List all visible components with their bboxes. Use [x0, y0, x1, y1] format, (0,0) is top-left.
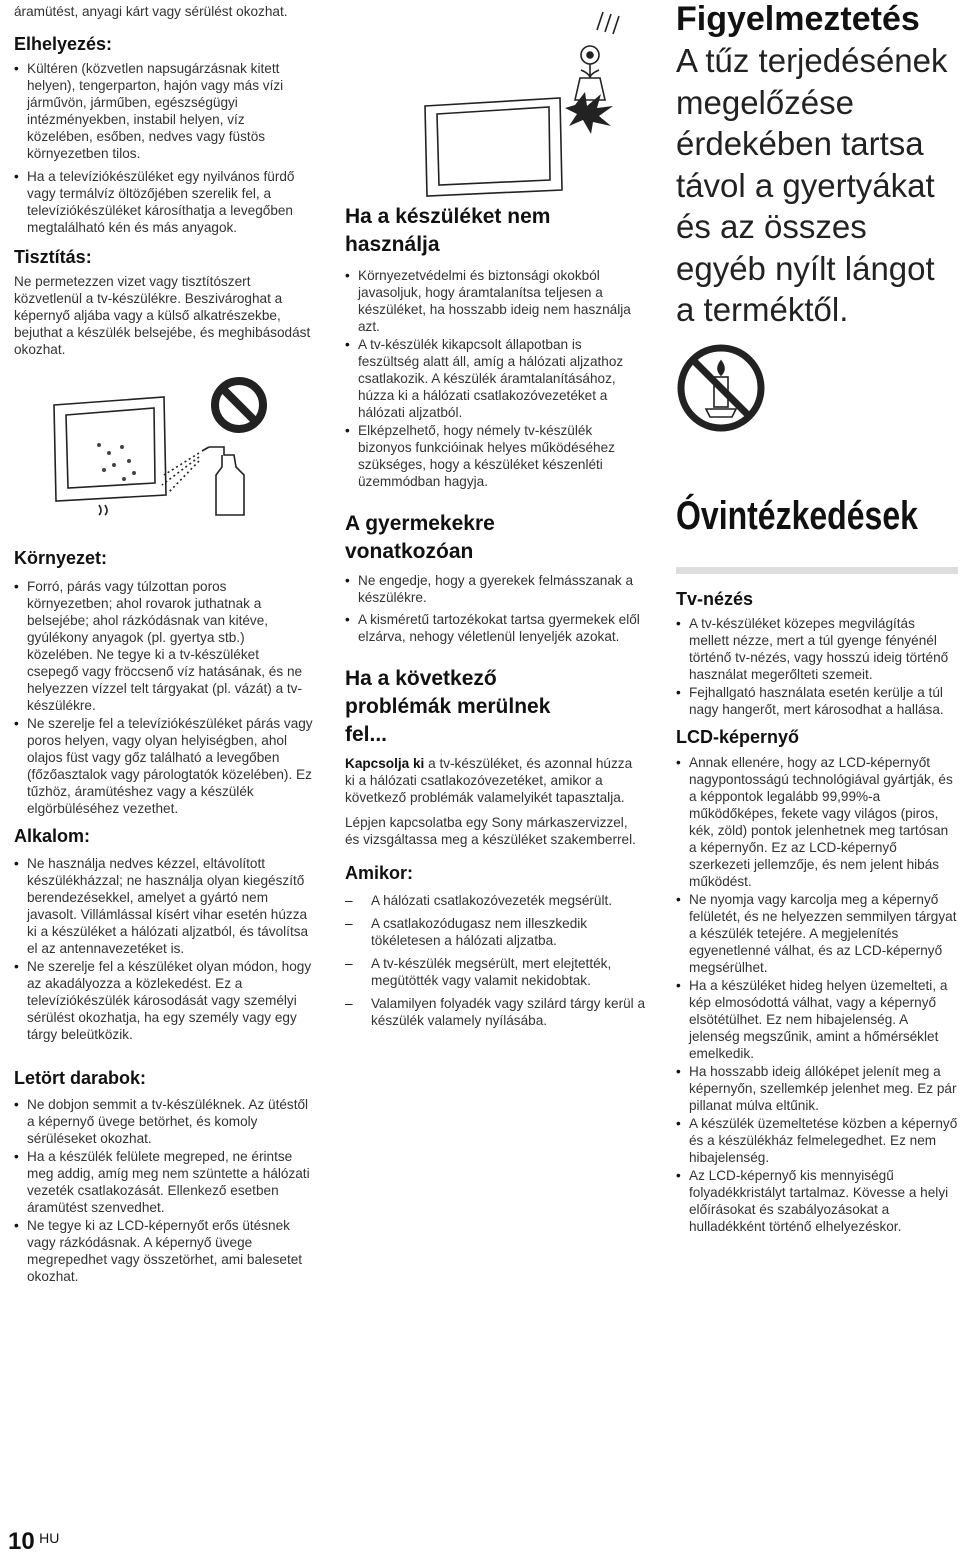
- list-item: – Valamilyen folyadék vagy szilárd tárgy kerül a készülék valamely nyílásába.: [345, 995, 645, 1029]
- list-item: • Annak ellenére, hogy az LCD-képernyőt nagypontosságú technológiával gyártják, és a képpontok legalább 99,99%-a működőképes, fekete vagy világos (piros, kék, zöld) pontok jelenhetnek meg tartósan a képernyőn. Ez az LCD-képernyő szerkezeti jellemzője, és nem jelent hibás működést.: [676, 754, 958, 890]
- list-item: • Ne tegye ki az LCD-képernyőt erős ütésnek vagy rázkódásnak. A képernyő üvege megrepedhet vagy összetörhet, ami balesetet okozhat.: [14, 1217, 314, 1285]
- page-number: 10: [8, 1528, 35, 1555]
- list-gyermekek: [345, 572, 645, 645]
- heading-alkalom: Alkalom:: [14, 826, 91, 846]
- heading-nem-hasznalja: Ha a készüléket nem használja: [345, 205, 551, 256]
- list-item: • Kültéren (közvetlen napsugárzásnak kitett helyen), tengerparton, hajón vagy más vízi járművön, járműben, egészségügyi intézményekben, instabil helyen, víz közelében, esőben, nedves vagy füstös környezetben tilos.: [14, 60, 314, 162]
- list-tvnezes: [676, 615, 958, 718]
- splash-icon: [565, 92, 613, 134]
- problemak-text: [345, 755, 645, 806]
- precautions-title: Óvintézkedések: [676, 493, 918, 538]
- list-item: • A tv-készüléket közepes megvilágítás mellett nézze, mert a túl gyenge fényénél történő tv-nézés, vagy hosszú ideig történő használat megerőlteti szemeit.: [676, 615, 958, 683]
- tv-flower-vase-illustration: [415, 10, 655, 205]
- water-drops-icon: [97, 443, 136, 481]
- heading-problemak: Ha a következő problémák merülnek fel...: [345, 667, 551, 746]
- heading-kornyezet: Környezet:: [14, 548, 108, 568]
- list-kornyezet: [14, 578, 314, 817]
- list-item: • A készülék üzemeltetése közben a képernyő és a készülékház felmelegedhet. Ez nem hibajelenség.: [676, 1115, 958, 1166]
- no-candle-illustration: [676, 343, 766, 433]
- list-item: • Ha a készülék felülete megreped, ne érintse meg addig, amíg meg nem szüntette a hálózati vezeték csatlakozását. Ellenkező esetben áramütést szenvedhet.: [14, 1148, 314, 1216]
- list-item: • Forró, párás vagy túlzottan poros környezetben; ahol rovarok juthatnak a belsejébe; ahol rázkódásnak van kitéve, gyúlékony anyagok (pl. gyertya stb.) közelében. Ne tegye ki a tv-készüléket csepegő vagy fröccsenő víz hatásának, és ne helyezzen vízzel telt tárgyakat (pl. vázát) a tv-készülékre.: [14, 578, 314, 714]
- list-item: • Ne nyomja vagy karcolja meg a képernyő felületét, és ne helyezzen semmilyen tárgyat a készülék tetejére. A megjelenítés egyenetlenné válhat, és az LCD-képernyő megsérülhet.: [676, 891, 958, 976]
- warning-text: A tűz terjedésének megelőzése érdekében tartsa távol a gyertyákat és az összes egyéb nyílt lángot a terméktől.: [676, 42, 948, 328]
- tisztitas-text: Ne permetezzen vizet vagy tisztítószert közvetlenül a tv-készülékre. Beszivároghat a képernyő aljába vagy a külső alkatrészekbe, bejuthat a készülék belsejébe, és meghibásodást okozhat.: [14, 274, 311, 357]
- list-item: • Ha a készüléket hideg helyen üzemelteti, a kép elmosódottá válhat, vagy a képernyő elsötétülhet. Ez nem hibajelenség. A jelenség megszűnik, amint a hőmérséklet emelkedik.: [676, 977, 958, 1062]
- column-left: [14, 0, 314, 1286]
- list-item: • Ne dobjon semmit a tv-készüléknek. Az ütéstől a képernyő üvege betörhet, és komoly sérüléseket okozhat.: [14, 1096, 314, 1147]
- problemak-text-2: Lépjen kapcsolatba egy Sony márkaszervizzel, és vizsgáltassa meg a készüléket szakemberrel.: [345, 815, 636, 847]
- bold-lead: Kapcsolja ki: [345, 756, 425, 771]
- list-item: • Az LCD-képernyő kis mennyiségű folyadékkristályt tartalmaz. Kövesse a helyi előírásokat és szabályozásokat a hulladékként történő elhelyezéskor.: [676, 1167, 958, 1235]
- heading-letort: Letört darabok:: [14, 1068, 147, 1088]
- heading-amikor: Amikor:: [345, 863, 414, 883]
- heading-lcd: LCD-képernyő: [676, 726, 800, 747]
- heading-gyermekek: A gyermekekre vonatkozóan: [345, 512, 495, 563]
- heading-elhelyezes: Elhelyezés:: [14, 34, 113, 54]
- list-item: • Ha hosszabb ideig állóképet jelenít meg a képernyőn, szellemkép jelenhet meg. Ez pár pillanat múlva eltűnik.: [676, 1063, 958, 1114]
- list-item: • Ne engedje, hogy a gyerekek felmásszanak a készülékre.: [345, 572, 645, 606]
- problemak-text-body: a tv-készüléket, és azonnal húzza ki a hálózati csatlakozóvezetéket, amikor a következő problémák valamelyikét tapasztalja.: [345, 756, 633, 805]
- column-right: [676, 0, 958, 1236]
- list-item: • Fejhallgató használata esetén kerülje a túl nagy hangerőt, mert károsodhat a hallása.: [676, 684, 958, 718]
- list-item: • A tv-készülék kikapcsolt állapotban is feszültség alatt áll, amíg a hálózati aljzathoz csatlakozik. A készülék áramtalanításához, húzza ki a hálózati csatlakozóvezetéket a hálózati aljzatból.: [345, 336, 645, 421]
- page-footer: [8, 1528, 59, 1556]
- list-item: • Elképzelhető, hogy némely tv-készülék bizonyos funkcióinak helyes működéséhez szükséges, hogy a készüléket készenléti üzemmódban hagyja.: [345, 422, 645, 490]
- list-amikor: [345, 892, 645, 1029]
- list-item: • Környezetvédelmi és biztonsági okokból javasoljuk, hogy áramtalanítsa teljesen a készüléket, ha hosszabb ideig nem használja azt.: [345, 267, 645, 335]
- list-item: – A hálózati csatlakozóvezeték megsérült.: [345, 892, 645, 909]
- spray-bottle-icon: [162, 447, 244, 515]
- list-nem-hasznalja: [345, 267, 645, 490]
- warning-title: Figyelmeztetés: [676, 0, 920, 38]
- language-code: HU: [39, 1530, 60, 1546]
- intro-text: áramütést, anyagi kárt vagy sérülést okozhat.: [14, 4, 288, 19]
- list-item: • Ha a televíziókészüléket egy nyilvános fürdő vagy termálvíz öltözőjében szerelik fel, a televíziókészüléket károsíthatja a levegőben megtalálható kén és más anyagok.: [14, 168, 314, 236]
- list-lcd: [676, 754, 958, 1235]
- list-letort: [14, 1096, 314, 1285]
- column-middle: [345, 0, 645, 1035]
- list-item: • A kisméretű tartozékokat tartsa gyermekek elől elzárva, nehogy véletlenül lenyeljék azokat.: [345, 611, 645, 645]
- tv-icon: [54, 397, 166, 515]
- list-item: • Ne szerelje fel a televíziókészüléket párás vagy poros helyen, vagy olyan helyiségben, ahol olajos füst vagy gőz található a levegőben (főzőasztalok vagy párologtatók közelében). Ez tűzhöz, áramütéshez vagy a készülék elgörbüléséhez vezethet.: [14, 715, 314, 817]
- heading-tisztitas: Tisztítás:: [14, 247, 92, 267]
- list-item: – A tv-készülék megsérült, mert elejtették, megütötték vagy valamit nekidobtak.: [345, 955, 645, 989]
- falling-vase-icon: [575, 12, 619, 100]
- prohibited-icon: [215, 381, 263, 429]
- list-item: • Ne szerelje fel a készüléket olyan módon, hogy az akadályozza a közlekedést. Ez a televíziókészülék károsodását vagy személyi sérülést okozhatja, ha egy személy vagy egy tárgy beleütközik.: [14, 958, 314, 1043]
- tv-icon: [425, 98, 562, 196]
- heading-tvnezes: Tv-nézés: [676, 588, 754, 609]
- no-spray-illustration: [44, 375, 294, 525]
- list-elhelyezes: [14, 60, 314, 236]
- list-item: – A csatlakozódugasz nem illeszkedik tökéletesen a hálózati aljzatba.: [345, 915, 645, 949]
- section-divider: [676, 567, 958, 574]
- list-item: • Ne használja nedves kézzel, eltávolított készülékházzal; ne használja olyan kiegészítő berendezésekkel, amelyet a gyártó nem javasolt. Villámlással kísért vihar esetén húzza ki a készüléket a hálózati aljzatból, és távolítsa el az antennavezetéket is.: [14, 855, 314, 957]
- list-alkalom: [14, 855, 314, 1043]
